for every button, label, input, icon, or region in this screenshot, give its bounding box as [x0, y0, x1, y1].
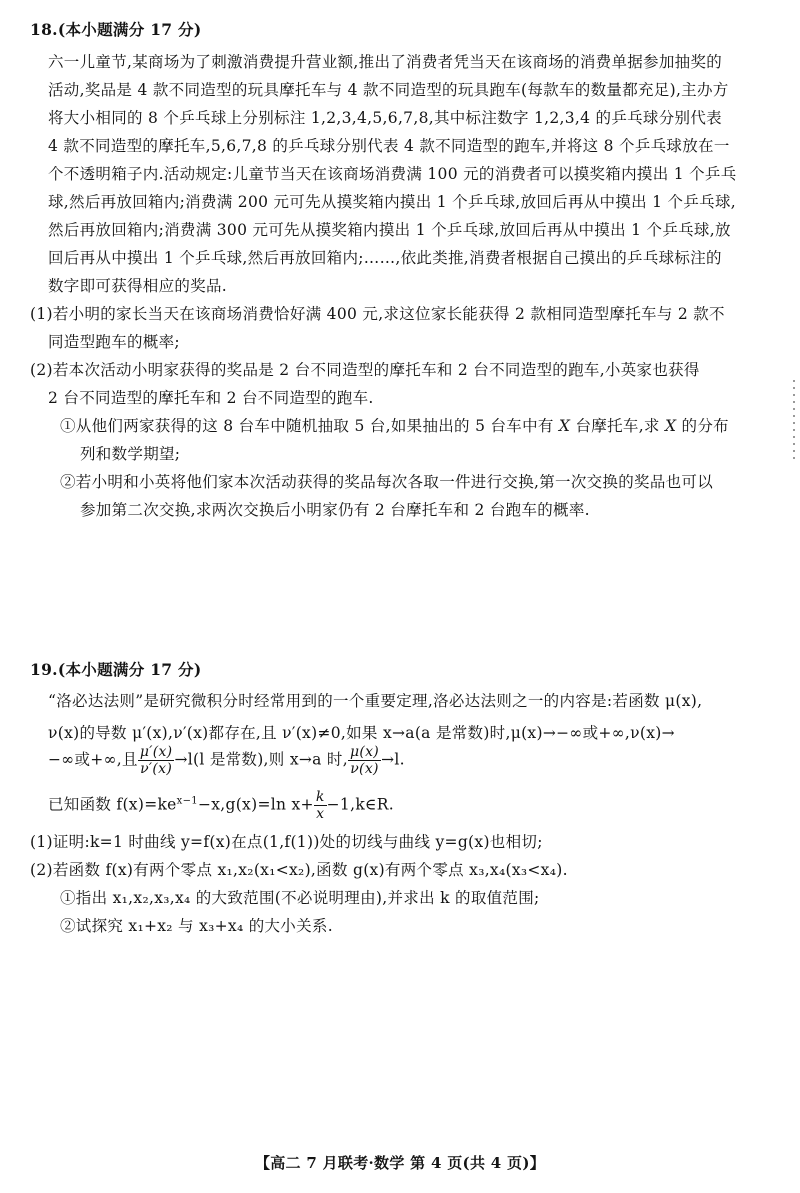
q18-stem-line: 球,然后再放回箱内;消费满 200 元可先从摸奖箱内摸出 1 个乒乓球,放回后再从中摸出 1 个乒乓球, — [48, 193, 736, 211]
q18-stem-line: 数字即可获得相应的奖品. — [48, 277, 228, 295]
fraction-mu-prime-over-nu-prime — [138, 745, 175, 776]
given-tail-text: −1,k∈R. — [326, 795, 394, 814]
q18-part2: (2)若本次活动小明家获得的奖品是 2 台不同造型的摩托车和 2 台不同造型的跑车,小英家也获得 — [30, 361, 700, 379]
q18-part2-sub1 — [60, 414, 729, 436]
q19-header: 19.(本小题满分 17 分) — [30, 660, 202, 679]
fraction-numerator: μ′(x) — [139, 744, 173, 760]
q18-stem-line: 将大小相同的 8 个乒乓球上分别标注 1,2,3,4,5,6,7,8,其中标注数字 1,2,3,4 的乒乓球分别代表 — [48, 109, 722, 127]
q18-stem-line: 活动,奖品是 4 款不同造型的玩具摩托车与 4 款不同造型的玩具跑车(每款车的数量都充足),主办方 — [48, 81, 729, 99]
fraction-denominator: ν′(x) — [140, 761, 173, 777]
q18-stem-line: 4 款不同造型的摩托车,5,6,7,8 的乒乓球分别代表 4 款不同造型的跑车,并将这 8 个乒乓球放在一 — [48, 137, 730, 155]
fraction-k-over-x — [314, 790, 327, 821]
q19-rule-text-c: →l. — [381, 750, 405, 769]
q18-part2-sub1-cont: 列和数学期望; — [80, 445, 181, 463]
binding-edge-dots — [793, 380, 795, 460]
q18-part2-sub2-cont: 参加第二次交换,求两次交换后小明家仍有 2 台摩托车和 2 台跑车的概率. — [80, 501, 590, 519]
q19-part1: (1)证明:k=1 时曲线 y=f(x)在点(1,f(1))处的切线与曲线 y=g(x)也相切; — [30, 833, 543, 851]
var-x: X — [558, 417, 571, 435]
given-g-text: −x,g(x)=ln x+ — [197, 795, 314, 814]
q18-header: 18.(本小题满分 17 分) — [30, 20, 202, 39]
fraction-mu-over-nu — [348, 745, 381, 776]
q18-part2-sub1-text-a: ①从他们两家获得的这 8 台车中随机抽取 5 台,如果抽出的 5 台车中有 — [60, 417, 554, 435]
q19-given-function — [48, 790, 394, 821]
q19-rule-text-a: −∞或+∞,且 — [48, 750, 138, 769]
q18-part2-sub1-text-b: 台摩托车,求 — [575, 417, 660, 435]
q18-part2-sub1-text-c: 的分布 — [681, 417, 729, 435]
q18-part1: (1)若小明的家长当天在该商场消费恰好满 400 元,求这位家长能获得 2 款相同造型摩托车与 2 款不 — [30, 305, 725, 323]
q18-stem-line: 六一儿童节,某商场为了刺激消费提升营业额,推出了消费者凭当天在该商场的消费单据参加抽奖的 — [48, 53, 723, 71]
q19-part2-sub2: ②试探究 x₁+x₂ 与 x₃+x₄ 的大小关系. — [60, 917, 333, 935]
q19-part2: (2)若函数 f(x)有两个零点 x₁,x₂(x₁<x₂),函数 g(x)有两个零点 x₃,x₄(x₃<x₄). — [30, 861, 568, 879]
page-footer: 【高二 7 月联考·数学 第 4 页(共 4 页)】 — [254, 1154, 546, 1172]
q18-stem-line: 然后再放回箱内;消费满 300 元可先从摸奖箱内摸出 1 个乒乓球,放回后再从中摸出 1 个乒乓球,放 — [48, 221, 731, 239]
q19-rule-line: ν(x)的导数 μ′(x),ν′(x)都存在,且 ν′(x)≠0,如果 x→a(a 是常数)时,μ(x)→−∞或+∞,ν(x)→ — [48, 724, 675, 742]
q18-stem-line: 个不透明箱子内.活动规定:儿童节当天在该商场消费满 100 元的消费者可以摸奖箱内摸出 1 个乒乓 — [48, 165, 737, 183]
q19-rule-line: “洛必达法则”是研究微积分时经常用到的一个重要定理,洛必达法则之一的内容是:若函数 μ(x), — [48, 692, 703, 710]
q19-rule-line-frac — [48, 745, 405, 776]
given-f-text: 已知函数 f(x)=ke — [48, 795, 177, 814]
exponent: x−1 — [176, 795, 198, 807]
q19-part2-sub1: ①指出 x₁,x₂,x₃,x₄ 的大致范围(不必说明理由),并求出 k 的取值范围; — [60, 889, 540, 907]
q19-rule-text-b: →l(l 是常数),则 x→a 时, — [174, 750, 348, 769]
q18-part2-cont: 2 台不同造型的摩托车和 2 台不同造型的跑车. — [48, 389, 374, 407]
q18-part2-sub2: ②若小明和小英将他们家本次活动获得的奖品每次各取一件进行交换,第一次交换的奖品也可以 — [60, 473, 714, 491]
q18-part1-cont: 同造型跑车的概率; — [48, 333, 180, 351]
fraction-numerator: μ(x) — [349, 744, 380, 760]
q18-stem-line: 回后再从中摸出 1 个乒乓球,然后再放回箱内;……,依此类推,消费者根据自己摸出的乒乓球标注的 — [48, 249, 722, 267]
fraction-denominator: ν(x) — [350, 761, 379, 777]
var-x: X — [664, 417, 677, 435]
fraction-denominator: x — [316, 806, 325, 822]
fraction-numerator: k — [315, 789, 325, 805]
